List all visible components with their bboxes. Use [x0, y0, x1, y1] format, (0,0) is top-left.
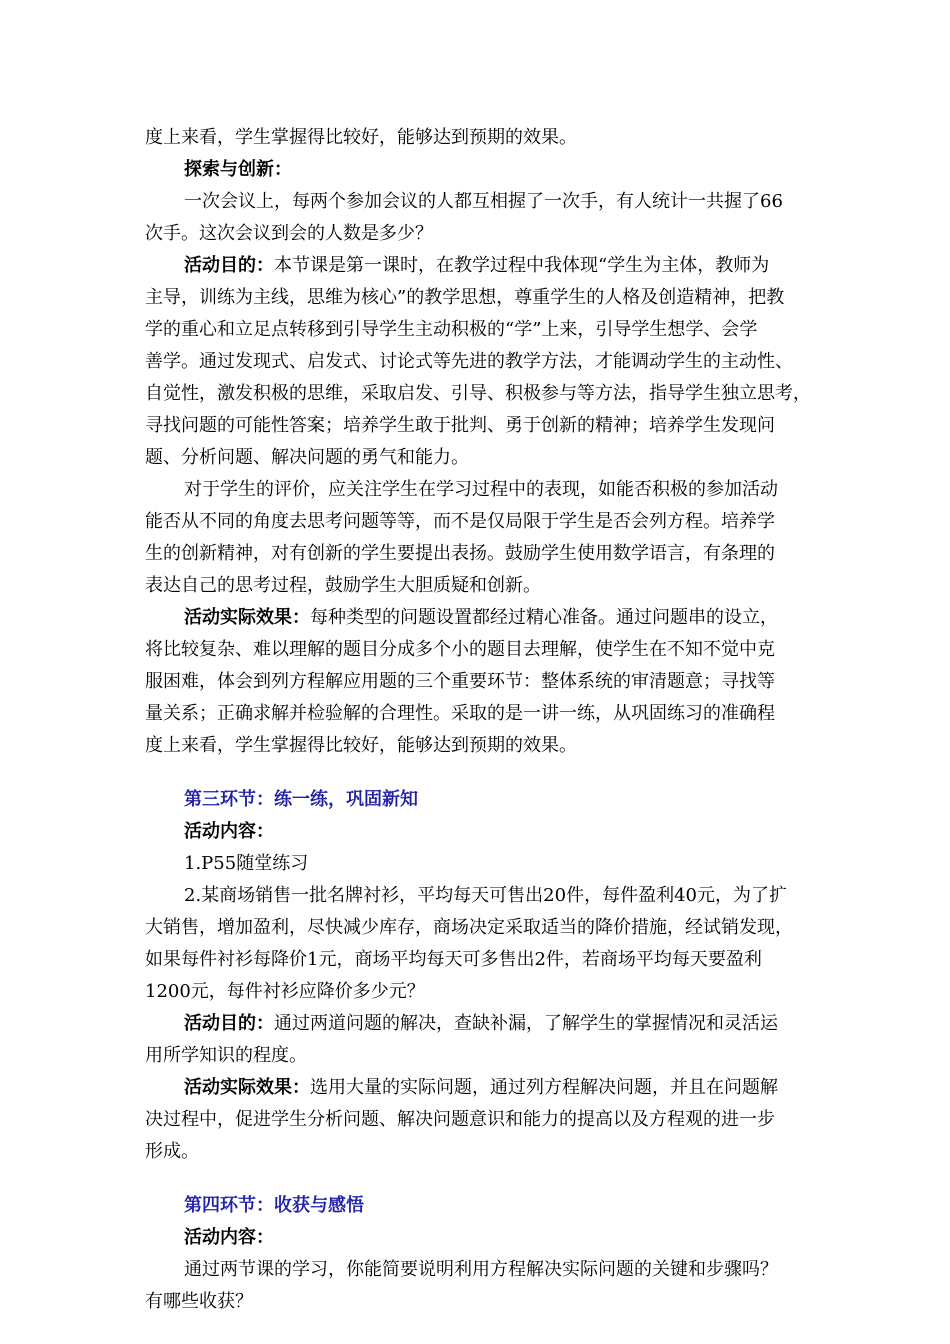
inline-label: 活动实际效果： [184, 1077, 310, 1098]
paragraph-line: 活动目的：通过两道问题的解决，查缺补漏，了解学生的掌握情况和灵活运 [184, 1013, 778, 1034]
paragraph-line: 大销售，增加盈利，尽快减少库存，商场决定采取适当的降价措施，经试销发现， [145, 917, 793, 938]
paragraph-line: 活动目的：本节课是第一课时，在教学过程中我体现“学生为主体，教师为 [184, 255, 770, 276]
section-label: 探索与创新： [184, 159, 292, 180]
inline-label: 活动实际效果： [184, 607, 310, 628]
paragraph-line: 用所学知识的程度。 [145, 1045, 307, 1066]
inline-label: 活动目的： [184, 255, 274, 276]
paragraph-line: 1200元，每件衬衫应降价多少元？ [145, 981, 425, 1002]
paragraph-line: 表达自己的思考过程，鼓励学生大胆质疑和创新。 [145, 575, 541, 596]
paragraph-line: 2.某商场销售一批名牌衬衫，平均每天可售出20件，每件盈利40元，为了扩 [184, 885, 787, 906]
paragraph-line: 题、分析问题、解决问题的勇气和能力。 [145, 447, 469, 468]
paragraph-line: 决过程中，促进学生分析问题、解决问题意识和能力的提高以及方程观的进一步 [145, 1109, 775, 1130]
paragraph-line: 能否从不同的角度去思考问题等等，而不是仅局限于学生是否会列方程。培养学 [145, 511, 775, 532]
paragraph-line: 1.P55随堂练习 [184, 853, 309, 874]
section-heading: 第三环节：练一练，巩固新知 [184, 789, 418, 810]
paragraph-line: 服困难，体会到列方程解应用题的三个重要环节：整体系统的审清题意；寻找等 [145, 671, 775, 692]
inline-label: 活动目的： [184, 1013, 274, 1034]
paragraph-line: 将比较复杂、难以理解的题目分成多个小的题目去理解，使学生在不知不觉中克 [145, 639, 775, 660]
paragraph-line: 主导，训练为主线，思维为核心”的教学思想，尊重学生的人格及创造精神，把教 [145, 287, 785, 308]
paragraph-line: 度上来看，学生掌握得比较好，能够达到预期的效果。 [145, 735, 577, 756]
paragraph-line: 通过两节课的学习，你能简要说明利用方程解决实际问题的关键和步骤吗？ [184, 1259, 778, 1280]
paragraph-line: 生的创新精神，对有创新的学生要提出表扬。鼓励学生使用数学语言，有条理的 [145, 543, 775, 564]
paragraph-line: 学的重心和立足点转移到引导学生主动积极的“学”上来，引导学生想学、会学 [145, 319, 758, 340]
paragraph-line: 活动实际效果：每种类型的问题设置都经过精心准备。通过问题串的设立， [184, 607, 778, 628]
paragraph-line: 有哪些收获？ [145, 1291, 253, 1312]
paragraph-line: 善学。通过发现式、启发式、讨论式等先进的教学方法，才能调动学生的主动性、 [145, 351, 793, 372]
paragraph-line: 量关系；正确求解并检验解的合理性。采取的是一讲一练，从巩固练习的准确程 [145, 703, 775, 724]
paragraph-line: 度上来看，学生掌握得比较好，能够达到预期的效果。 [145, 127, 577, 148]
paragraph-line: 如果每件衬衫每降价1元，商场平均每天可多售出2件，若商场平均每天要盈利 [145, 949, 762, 970]
section-label: 活动内容： [184, 821, 274, 842]
paragraph-line: 活动实际效果：选用大量的实际问题，通过列方程解决问题，并且在问题解 [184, 1077, 778, 1098]
paragraph-line: 对于学生的评价，应关注学生在学习过程中的表现，如能否积极的参加活动 [184, 479, 778, 500]
paragraph-line: 一次会议上，每两个参加会议的人都互相握了一次手，有人统计一共握了66 [184, 191, 783, 212]
paragraph-line: 自觉性，激发积极的思维，采取启发、引导、积极参与等方法，指导学生独立思考， [145, 383, 811, 404]
paragraph-line: 寻找问题的可能性答案；培养学生敢于批判、勇于创新的精神；培养学生发现问 [145, 415, 775, 436]
paragraph-line: 形成。 [145, 1141, 199, 1162]
paragraph-line: 次手。这次会议到会的人数是多少？ [145, 223, 433, 244]
section-heading: 第四环节：收获与感悟 [184, 1195, 364, 1216]
section-label: 活动内容： [184, 1227, 274, 1248]
